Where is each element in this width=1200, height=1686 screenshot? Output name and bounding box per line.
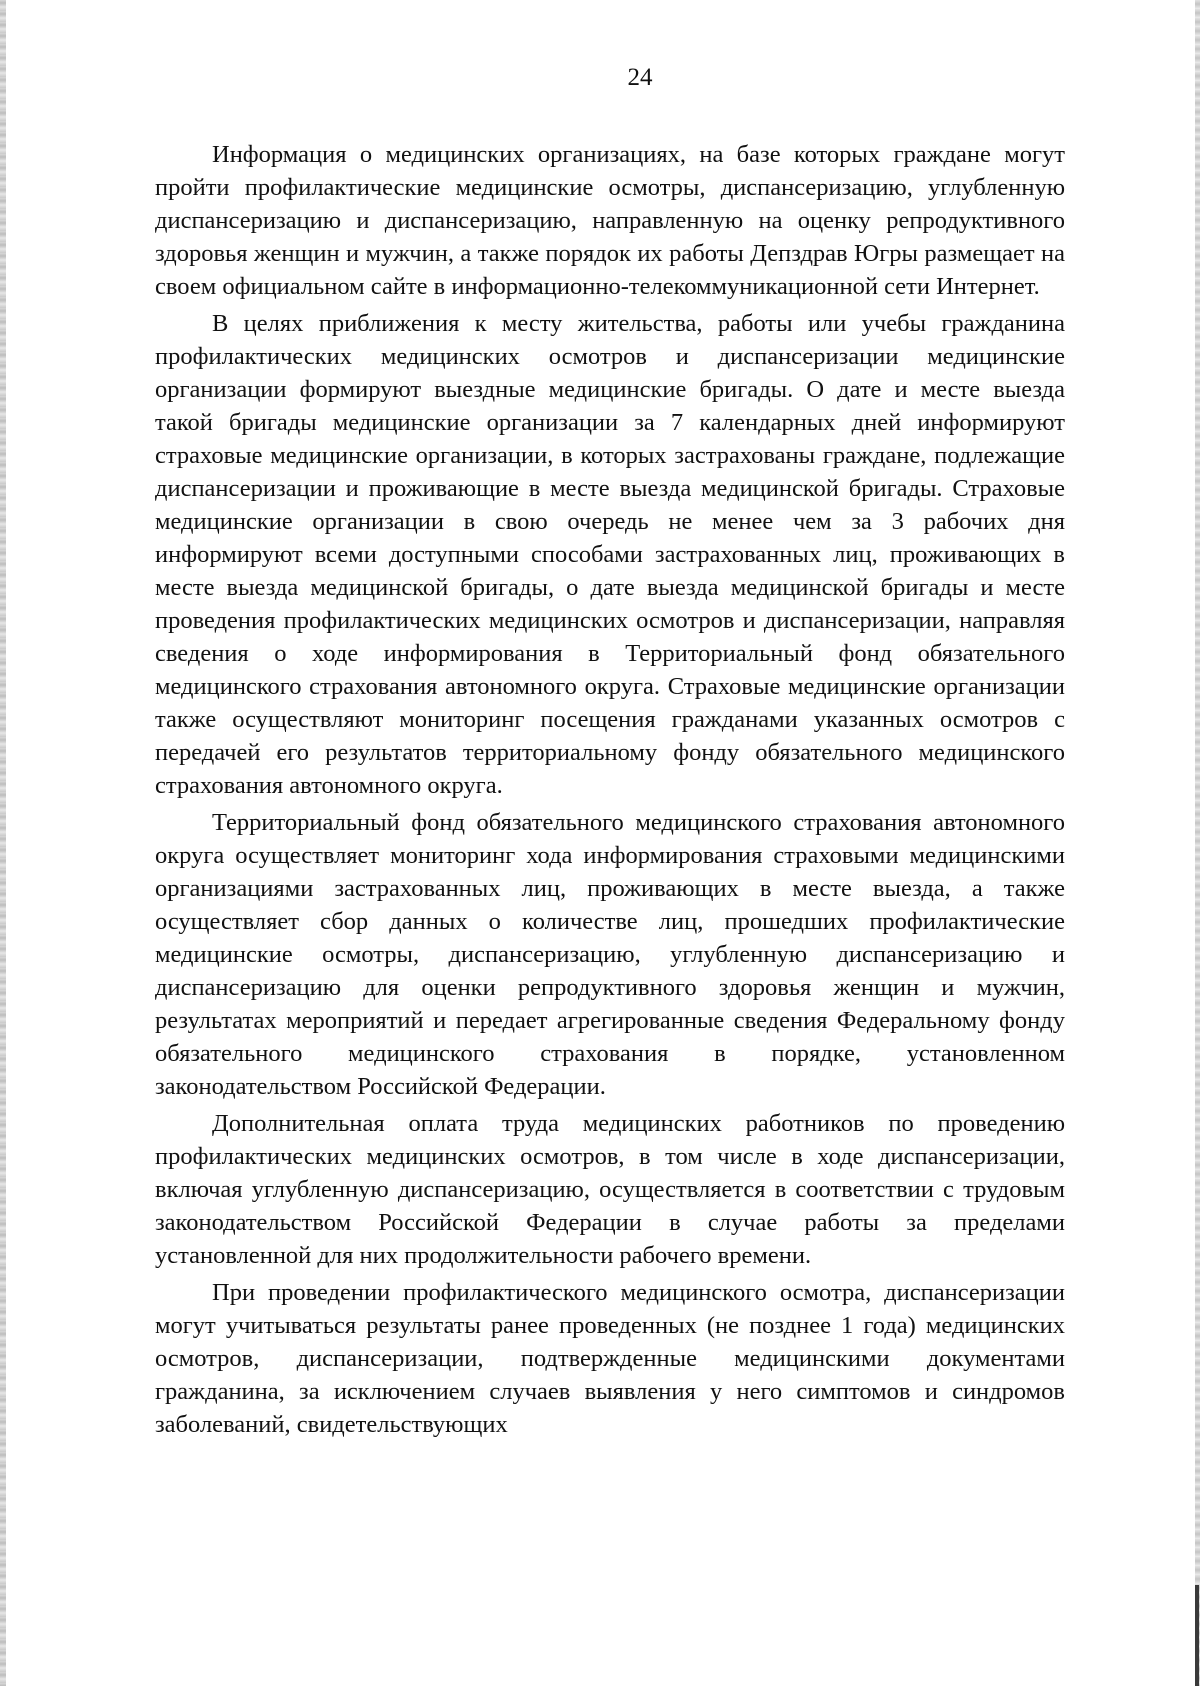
paragraph-medical-organizations-info: Информация о медицинских организациях, на базе которых граждане могут пройти профилактические медицинские осмотры, диспансеризацию, углубленную диспансеризацию и диспансеризацию, направленную на оценку репродуктивного здоровья женщин и мужчин, а также порядок их работы Депздрав Югры размещает на своем официальном сайте в информационно-телекоммуникационной сети Интернет. xyxy=(155,141,1065,300)
paragraph-territorial-fund-monitoring: Территориальный фонд обязательного медицинского страхования автономного округа осуществляет мониторинг хода информирования страховыми медицинскими организациями застрахованных лиц, проживающих в месте выезда, а также осуществляет сбор данных о количестве лиц, прошедших профилактические медицинские осмотры, диспансеризацию, углубленную диспансеризацию и диспансеризацию для оценки репродуктивного здоровья женщин и мужчин, результатах мероприятий и передает агрегированные сведения Федеральному фонду обязательного медицинского страхования в порядке, установленном законодательством Российской Федерации. xyxy=(155,809,1065,1100)
scan-edge-mark xyxy=(1195,1585,1199,1686)
page-number: 24 xyxy=(627,64,653,91)
scan-edge-right xyxy=(1195,0,1200,1686)
paragraph-additional-payment: Дополнительная оплата труда медицинских работников по проведению профилактических медицинских осмотров, в том числе в ходе диспансеризации, включая углубленную диспансеризацию, осуществляется в соответствии с трудовым законодательством Российской Федерации в случае работы за пределами установленной для них продолжительности рабочего времени. xyxy=(155,1110,1065,1269)
paragraph-mobile-brigades: В целях приближения к месту жительства, работы или учебы гражданина профилактических медицинских осмотров и диспансеризации медицинские организации формируют выездные медицинские бригады. О дате и месте выезда такой бригады медицинские организации за 7 календарных дней информируют страховые медицинские организации, в которых застрахованы граждане, подлежащие диспансеризации и проживающие в месте выезда медицинской бригады. Страховые медицинские организации в свою очередь не менее чем за 3 рабочих дня информируют всеми доступными способами застрахованных лиц, проживающих в месте выезда медицинской бригады, о дате выезда медицинской бригады и месте проведения профилактических медицинских осмотров и диспансеризации, направляя сведения о ходе информирования в Территориальный фонд обязательного медицинского страхования автономного округа. Страховые медицинские организации также осуществляют мониторинг посещения гражданами указанных осмотров с передачей его результатов территориальному фонду обязательного медицинского страхования автономного округа. xyxy=(155,310,1065,799)
paragraph-previous-results: При проведении профилактического медицинского осмотра, диспансеризации могут учитываться результаты ранее проведенных (не позднее 1 года) медицинских осмотров, диспансеризации, подтвержденные медицинскими документами гражданина, за исключением случаев выявления у него симптомов и синдромов заболеваний, свидетельствующих xyxy=(155,1279,1065,1438)
scan-edge-left xyxy=(0,0,6,1686)
document-body xyxy=(155,138,1065,1441)
